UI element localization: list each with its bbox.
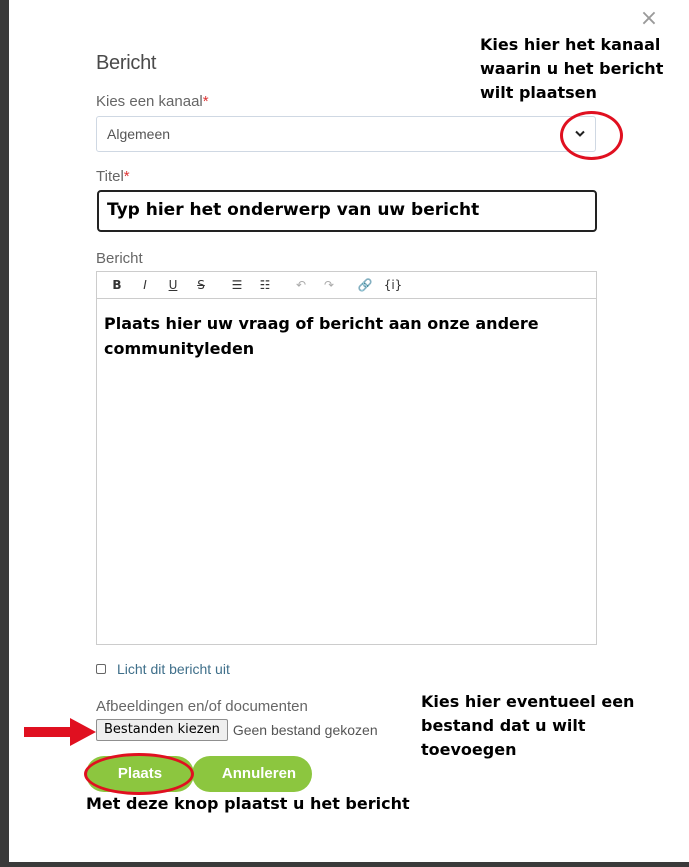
message-label: Bericht (96, 250, 143, 267)
message-body[interactable]: Plaats hier uw vraag of bericht aan onze andere communityleden (104, 314, 539, 358)
bold-button[interactable]: B (112, 278, 122, 292)
close-icon[interactable]: × (639, 6, 659, 31)
required-mark: * (202, 93, 209, 110)
title-input[interactable] (97, 190, 597, 232)
modal-title: Bericht (96, 52, 157, 74)
underline-button[interactable]: U (168, 278, 178, 292)
file-hint: Kies hier eventueel een bestand dat u wilt toevoegen (421, 692, 635, 759)
bullet-list-button[interactable]: ☰ (231, 278, 243, 292)
link-button[interactable]: 🔗 (357, 278, 373, 292)
cancel-button[interactable] (192, 756, 312, 792)
channel-hint: Kies hier het kanaal waarin u het bericht wilt plaatsen (480, 35, 664, 102)
highlight-label[interactable]: Licht dit bericht uit (117, 661, 230, 677)
title-input-value: Typ hier het onderwerp van uw bericht (107, 200, 480, 220)
numbered-list-button[interactable]: ☷ (259, 278, 271, 292)
file-input (96, 719, 378, 741)
highlight-row (96, 661, 230, 677)
undo-button[interactable]: ↶ (295, 278, 307, 292)
title-label (96, 168, 130, 185)
highlight-ellipse-submit (84, 753, 194, 795)
title-label-text: Titel (96, 168, 124, 185)
editor-toolbar (97, 272, 596, 299)
choose-files-button[interactable]: Bestanden kiezen (96, 719, 228, 741)
message-editor (96, 271, 597, 645)
channel-label-text: Kies een kanaal (96, 93, 203, 110)
file-status: Geen bestand gekozen (232, 722, 378, 738)
required-mark: * (123, 168, 130, 185)
strikethrough-button[interactable]: S (197, 278, 205, 292)
italic-button[interactable]: I (143, 278, 147, 292)
channel-label (96, 93, 209, 110)
attachments-label: Afbeeldingen en/of documenten (96, 698, 308, 715)
submit-button[interactable]: Plaats (86, 756, 194, 792)
submit-hint: Met deze knop plaatst u het bericht (86, 794, 410, 813)
channel-select[interactable] (96, 116, 596, 152)
highlight-checkbox[interactable] (96, 664, 106, 674)
code-button[interactable]: {i} (383, 278, 403, 292)
cancel-button-label: Annuleren (221, 765, 297, 782)
redo-button[interactable]: ↷ (323, 278, 335, 292)
channel-selected-value: Algemeen (107, 126, 171, 142)
arrow-icon (24, 716, 98, 748)
highlight-ellipse-channel (560, 111, 623, 160)
